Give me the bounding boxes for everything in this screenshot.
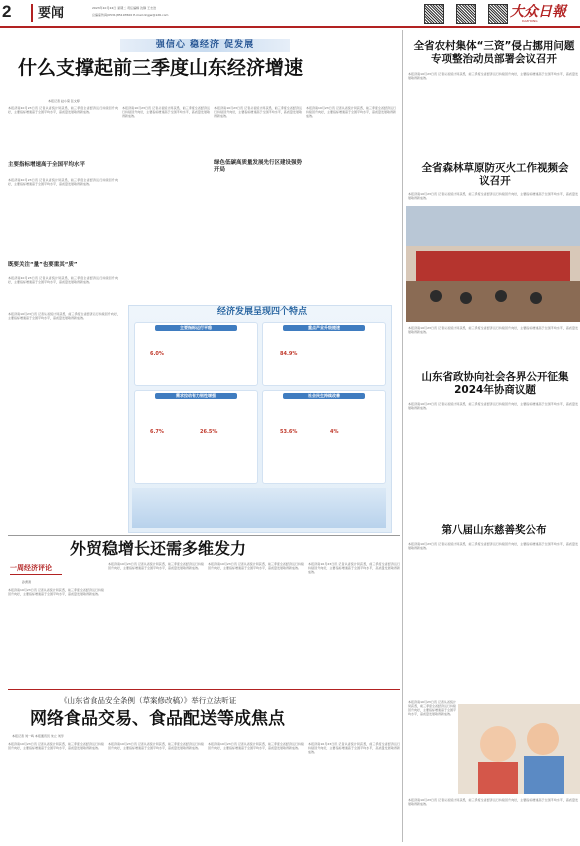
infographic-number: 53.6% bbox=[280, 429, 298, 435]
infographic-illustration bbox=[132, 488, 386, 528]
right-body-4: 本报济南10月23日讯 记者从省统计局获悉，前三季度全省经济运行持续回升向好，主要指标增速高于全国平均水平，高质量发展取得新成效。 bbox=[408, 542, 578, 551]
right-headline-1: 全省农村集体“三资”侵占挪用问题专项整治动员部署会议召开 bbox=[413, 40, 575, 65]
infographic-number: 26.5% bbox=[200, 429, 218, 435]
lead-body-col1c: 本报济南10月23日讯 记者从省统计局获悉，前三季度全省经济运行持续回升向好，主要指标增速高于全国平均水平，高质量发展取得新成效。 bbox=[8, 276, 118, 285]
lead-body-continued: 本报济南10月23日讯 记者从省统计局获悉，前三季度全省经济运行持续回升向好，主要指标增速高于全国平均水平，高质量发展取得新成效。 bbox=[8, 312, 120, 321]
bottom-divider bbox=[8, 689, 400, 690]
lead-body-col1a: 本报济南10月23日讯 记者从省统计局获悉，前三季度全省经济运行持续回升向好，主要指标增速高于全国平均水平，高质量发展取得新成效。 bbox=[8, 106, 118, 115]
qr-code-icon bbox=[488, 4, 508, 24]
lead-body-col1b: 本报济南10月23日讯 记者从省统计局获悉，前三季度全省经济运行持续回升向好，主要指标增速高于全国平均水平，高质量发展取得新成效。 bbox=[8, 178, 118, 187]
lead-body-col4: 本报济南10月23日讯 记者从省统计局获悉，前三季度全省经济运行持续回升向好，主要指标增速高于全国平均水平，高质量发展取得新成效。 bbox=[306, 106, 397, 119]
infographic-card-head: 需求拉动有力韧性增强 bbox=[155, 393, 237, 399]
bottom-body-col4: 本报济南10月23日讯 记者从省统计局获悉，前三季度全省经济运行持续回升向好，主要指标增速高于全国平均水平，高质量发展取得新成效。 bbox=[308, 742, 400, 755]
section-accent-bar bbox=[31, 4, 33, 22]
bottom-body-col1: 本报济南10月23日讯 记者从省统计局获悉，前三季度全省经济运行持续回升向好，主要指标增速高于全国平均水平，高质量发展取得新成效。 bbox=[8, 742, 104, 751]
lead-byline: 本报记者 赵小菊 张文婷 bbox=[48, 99, 80, 103]
right-body-2b: 本报济南10月23日讯 记者从省统计局获悉，前三季度全省经济运行持续回升向好，主要指标增速高于全国平均水平，高质量发展取得新成效。 bbox=[408, 326, 578, 335]
masthead-meta-line1: 2023年10月24日 星期二 责任编辑 沈静 王志浩 bbox=[92, 6, 157, 10]
section-title: 要闻 bbox=[38, 5, 65, 20]
right-body-3: 本报济南10月23日讯 记者从省统计局获悉，前三季度全省经济运行持续回升向好，主要指标增速高于全国平均水平，高质量发展取得新成效。 bbox=[408, 402, 578, 411]
masthead-rule bbox=[0, 26, 580, 28]
infographic-number: 6.0% bbox=[150, 351, 164, 357]
infographic-title: 经济发展呈现四个特点 bbox=[216, 307, 307, 317]
second-body-col4: 本报济南10月23日讯 记者从省统计局获悉，前三季度全省经济运行持续回升向好，主要指标增速高于全国平均水平，高质量发展取得新成效。 bbox=[308, 562, 400, 575]
topic-banner: 强信心 稳经济 促发展 bbox=[120, 39, 290, 52]
right-body-5: 本报济南10月23日讯 记者从省统计局获悉，前三季度全省经济运行持续回升向好，主要指标增速高于全国平均水平，高质量发展取得新成效。 bbox=[408, 700, 457, 717]
infographic-number: 84.9% bbox=[280, 351, 298, 357]
lead-body-col2: 本报济南10月23日讯 记者从省统计局获悉，前三季度全省经济运行持续回升向好，主要指标增速高于全国平均水平，高质量发展取得新成效。 bbox=[122, 106, 210, 119]
second-byline: 孙源清 bbox=[22, 580, 32, 584]
infographic-card-head: 主要指标运行平稳 bbox=[155, 325, 237, 331]
infographic-card-head: 重点产业升级提速 bbox=[283, 325, 365, 331]
second-body-col3: 本报济南10月23日讯 记者从省统计局获悉，前三季度全省经济运行持续回升向好，主要指标增速高于全国平均水平，高质量发展取得新成效。 bbox=[208, 562, 304, 571]
bottom-headline: 网络食品交易、食品配送等成焦点 bbox=[30, 709, 285, 729]
lead-subhead-3: 绿色低碳高质量发展先行区建设强势开局 bbox=[214, 160, 303, 173]
newspaper-logo: 大众日報 bbox=[510, 4, 566, 20]
masthead-meta-line2: 总编室传真(0531)85193500 E-mail:dcgjw@126.com bbox=[92, 13, 169, 17]
lead-body-col3: 本报济南10月23日讯 记者从省统计局获悉，前三季度全省经济运行持续回升向好，主要指标增速高于全国平均水平，高质量发展取得新成效。 bbox=[214, 106, 302, 119]
bottom-body-col2: 本报济南10月23日讯 记者从省统计局获悉，前三季度全省经济运行持续回升向好，主要指标增速高于全国平均水平，高质量发展取得新成效。 bbox=[108, 742, 204, 751]
bottom-byline: 本报记者 刘一鸣 本报通讯员 朱立 刘学 bbox=[12, 734, 64, 738]
lead-subhead-1: 主要指标增速高于全国平均水平 bbox=[8, 162, 86, 168]
right-headline-3: 山东省政协向社会各界公开征集2024年协商议题 bbox=[421, 371, 569, 396]
column-separator bbox=[402, 30, 403, 842]
infographic-card-head: 社会民生持续改善 bbox=[283, 393, 365, 399]
section-divider bbox=[8, 535, 400, 536]
second-body-col1: 本报济南10月23日讯 记者从省统计局获悉，前三季度全省经济运行持续回升向好，主要指标增速高于全国平均水平，高质量发展取得新成效。 bbox=[8, 588, 104, 597]
infographic-card bbox=[262, 390, 386, 484]
lead-headline: 什么支撑起前三季度山东经济增速 bbox=[18, 57, 304, 79]
right-body-6: 本报济南10月23日讯 记者从省统计局获悉，前三季度全省经济运行持续回升向好，主要指标增速高于全国平均水平，高质量发展取得新成效。 bbox=[408, 798, 578, 807]
bottom-body-col3: 本报济南10月23日讯 记者从省统计局获悉，前三季度全省经济运行持续回升向好，主要指标增速高于全国平均水平，高质量发展取得新成效。 bbox=[208, 742, 304, 751]
infographic-card bbox=[134, 390, 258, 484]
infographic-number: 4% bbox=[330, 429, 339, 435]
lead-subhead-2: 既要关注“量”也要重其“质” bbox=[8, 262, 78, 268]
second-headline: 外贸稳增长还需多维发力 bbox=[70, 539, 247, 558]
forest-fire-meeting-photo bbox=[406, 206, 580, 322]
qr-code-icon bbox=[424, 4, 444, 24]
logo-pinyin: DAZHONG bbox=[522, 19, 538, 23]
page-number: 2 bbox=[2, 2, 12, 21]
column-tag: 一周经济评论 bbox=[10, 564, 52, 572]
right-headline-2: 全省森林草原防灭火工作视频会议召开 bbox=[421, 162, 569, 187]
right-body-2: 本报济南10月23日讯 记者从省统计局获悉，前三季度全省经济运行持续回升向好，主要指标增速高于全国平均水平，高质量发展取得新成效。 bbox=[408, 192, 578, 201]
spacer bbox=[394, 306, 402, 307]
column-tag-rule bbox=[10, 574, 62, 575]
children-food-photo bbox=[458, 704, 580, 794]
right-body-1: 本报济南10月23日讯 记者从省统计局获悉，前三季度全省经济运行持续回升向好，主要指标增速高于全国平均水平，高质量发展取得新成效。 bbox=[408, 72, 578, 81]
infographic-number: 6.7% bbox=[150, 429, 164, 435]
second-body-col2: 本报济南10月23日讯 记者从省统计局获悉，前三季度全省经济运行持续回升向好，主要指标增速高于全国平均水平，高质量发展取得新成效。 bbox=[108, 562, 204, 571]
right-headline-4: 第八届山东慈善奖公布 bbox=[441, 524, 547, 536]
bottom-kicker: 《山东省食品安全条例（草案修改稿）》举行立法听证 bbox=[60, 696, 237, 705]
qr-code-icon bbox=[456, 4, 476, 24]
